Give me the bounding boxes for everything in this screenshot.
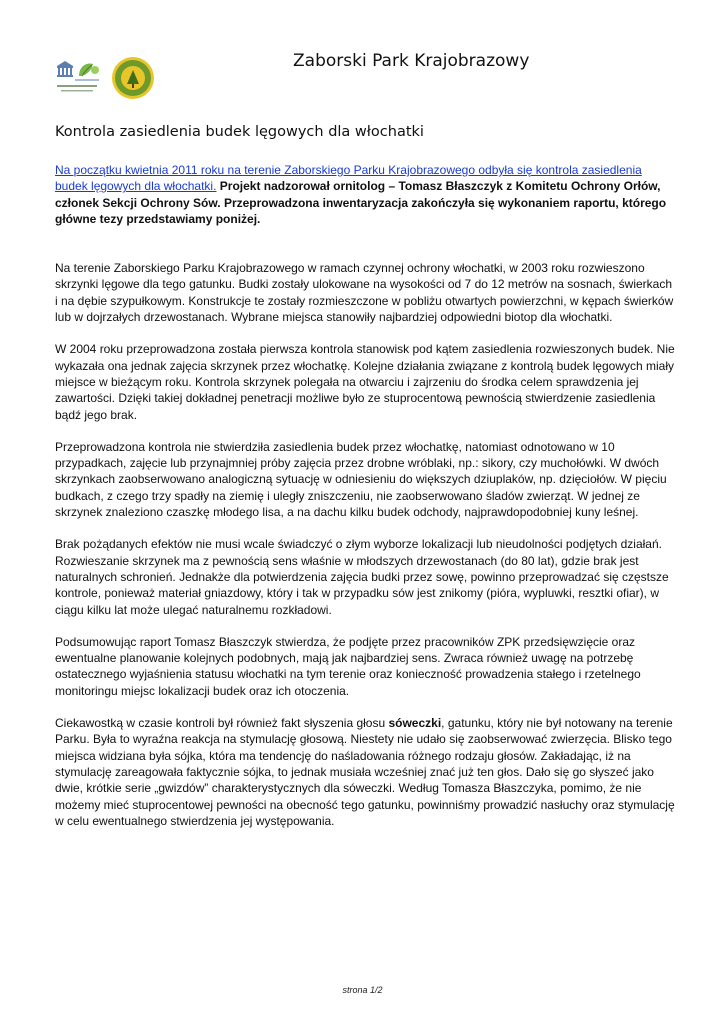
paragraph-1: Na terenie Zaborskiego Parku Krajobrazowego w ramach czynnej ochrony włochatki, w 2003 roku rozwieszono skrzynki lęgowe dla tego gatunku. Budki zostały ulokowane na wysokości od 7 do 12 metrów na sosnach, świerkach i na dębie szypułkowym. Konstrukcje te zostały rozmieszczone w pobliżu otwartych powierzchni, w kępach świerków lub w dojrzałych drzewostanach. Wybrane miejsca stanowiły najbardziej odpowiedni biotop dla włochatki. bbox=[55, 261, 674, 325]
lead-paragraph bbox=[55, 162, 675, 227]
lead-bold-text: Projekt nadzorował ornitolog – Tomasz Błaszczyk z Komitetu Ochrony Orłów, członek Sekcji Ochrony Sów. Przeprowadzona inwentaryzacja zakończyła się wykonaniem raportu, którego główne tezy przedstawiamy poniżej. bbox=[55, 179, 667, 226]
page-number: strona 1/2 bbox=[342, 985, 383, 995]
leaf-icon bbox=[75, 64, 99, 81]
paragraph-4: Brak pożądanych efektów nie musi wcale świadczyć o złym wyborze lokalizacji lub nieudolności podjętych działań. Rozwieszanie skrzynek ma z pewnością sens właśnie w młodszych drzewostanach (do 80 lat), gdzie brak jest naturalnych schronień. Jednakże dla potwierdzenia zajęcia budki przez sowę, powinno przeprowadzać się częstsze kontrole, ponieważ materiał gniazdowy, który i tak w przypadku sów jest znikomy (pióra, wypluwki, resztki ofiar), w ciągu kilku lat może ulegać naturalnemu rozkładowi. bbox=[55, 537, 669, 617]
paragraph-6-bold: sóweczki bbox=[388, 716, 442, 731]
logos bbox=[55, 54, 155, 102]
page-header bbox=[55, 50, 675, 110]
paragraph-6-before: Ciekawostką w czasie kontroli był również fakt słyszenia głosu bbox=[55, 716, 389, 731]
paragraph-3: Przeprowadzona kontrola nie stwierdziła zasiedlenia budek przez włochatkę, natomiast odnotowano w 10 przypadkach, zajęcie lub przynajmniej próby zajęcia przez drobne wróblaki, np.: sikory, czy muchołówki. W dwóch skrzynkach zaobserwowano analogiczną sytuację w odniesieniu do większych dziuplaków, np. dzięciołów. W pięciu budkach, z czego trzy spadły na ziemię i uległy zniszczeniu, nie zaobserwowano śladów zwierząt. W jednej ze skrzynek znaleziono czaszkę młodego lisa, a na dachu kilku budek odchody, najprawdopodobniej kuny leśnej. bbox=[55, 439, 667, 520]
article-title: Kontrola zasiedlenia budek lęgowych dla włochatki bbox=[55, 124, 424, 140]
paragraph-5: Podsumowując raport Tomasz Błaszczyk stwierdza, że podjęte przez pracowników ZPK przedsięwzięcie oraz ewentualne planowanie kolejnych podobnych, mają jak najbardziej sens. Zwraca również uwagę na potrzebę ostatecznego wyjaśnienia statusu włochatki na tym terenie oraz konieczność prowadzenia stałego i rzetelnego monitoringu miejsc lokalizacji budek oraz ich otoczenia. bbox=[55, 634, 641, 698]
article-body bbox=[55, 162, 675, 845]
paragraph-2: W 2004 roku przeprowadzona została pierwsza kontrola stanowisk pod kątem zasiedlenia rozwieszonych budek. Nie wykazała ona jednak zajęcia skrzynek przez włochatkę. Kolejne działania związane z kontrolą budek lęgowych miały miejsce w bieżącym roku. Kontrola skrzynek polegała na otwarciu i zajrzeniu do środka celem sprawdzenia jej zawartości. Dzięki takiej dokładnej penetracji możliwe było ze stuprocentową pewnością stwierdzenie zasiedlenia bądź jego brak. bbox=[55, 342, 675, 422]
park-logos-icon bbox=[55, 54, 155, 102]
park-emblem-icon bbox=[112, 57, 154, 99]
unesco-temple-icon bbox=[57, 61, 73, 77]
site-title: Zaborski Park Krajobrazowy bbox=[293, 51, 530, 71]
paragraph-6 bbox=[55, 715, 675, 829]
paragraph-6-after: , gatunku, który nie był notowany na terenie Parku. Była to wyraźna reakcja na stymulację głosową. Niestety nie udało się zaobserwować zwierzęcia. Blisko tego miejsca widziana była sójka, która ma tendencję do naśladowania różnego rodzaju głosów. Zakładając, iż na stymulację zareagowała faktycznie sójka, to jednak musiała wcześniej znać już ten głos. Dało się go słyszeć jako dwie, krótkie serie „gwizdów” charakterystycznych dla sóweczki. Według Tomasza Błaszczyka, pomimo, że nie możemy mieć stuprocentowej pewności na obecność tego gatunku, powinniśmy prowadzić nasłuchy oraz stymulację w celu ewentualnego stwierdzenia jej występowania. bbox=[55, 716, 675, 828]
lead-link[interactable]: Na początku kwietnia 2011 roku na terenie Zaborskiego Parku Krajobrazowego odbyła się kontrola zasiedlenia budek lęgowych dla włochatki. bbox=[55, 163, 642, 194]
